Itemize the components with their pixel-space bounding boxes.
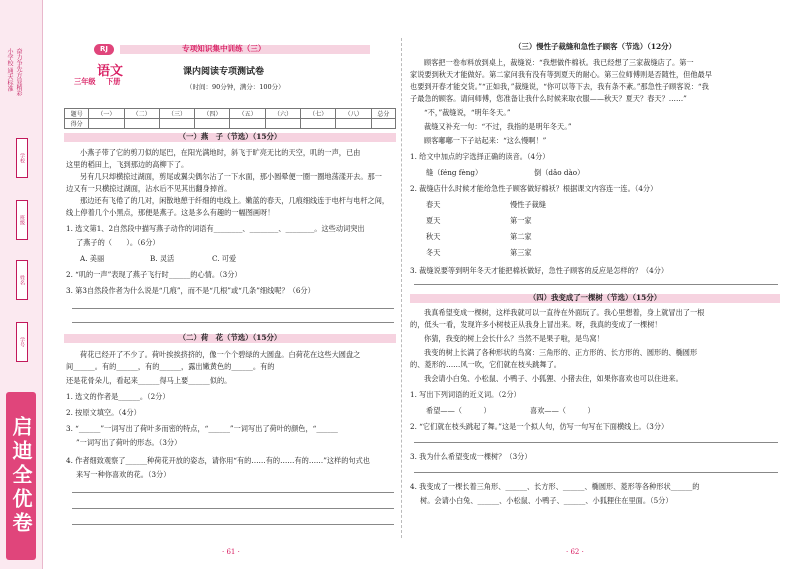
answer-line[interactable] xyxy=(414,442,778,443)
section3-text: 家说要到秋天才能做好。第二家问我有没有等到夏天的耐心。第三位师傅则是否随性，但他最早 xyxy=(410,70,712,79)
score-cell: （五） xyxy=(230,109,265,119)
section3-text: 裁缝又补充一句：“不过，我指的是明年冬天。” xyxy=(424,122,572,131)
section4-question: 树。会请小白兔、______、小松鼠、小鸭子、______、小狐狸住在里面。（5分） xyxy=(420,496,673,505)
score-cell: （三） xyxy=(159,109,194,119)
section1-question: 1. 选文第1、2自然段中描写燕子动作的词语有________、________、________。这些动词突出 xyxy=(66,224,365,233)
section3-text: “不，”裁缝说，“明年冬天。” xyxy=(424,108,511,117)
section1-text: 另有几只却横掠过湖面，剪尾或翼尖偶尔沾了一下水面，那小圆晕便一圈一圈地荡漾开去。那一 xyxy=(80,172,382,181)
section1-title: （一）燕 子（节选）（15分） xyxy=(178,132,282,141)
score-input[interactable] xyxy=(265,119,300,129)
section1-text: 线上停着几个小黑点，那便是燕子。这是多么有趣的一幅图画呀！ xyxy=(66,208,275,217)
score-cell: （八） xyxy=(336,109,371,119)
score-input[interactable] xyxy=(195,119,230,129)
binding-strip xyxy=(0,0,43,569)
match-right-item[interactable]: 第三家 xyxy=(510,248,532,257)
subject-label: 语文 xyxy=(97,64,124,79)
section2-text: 间______。有的______，有的______，露出嫩黄色的______。有的 xyxy=(66,362,275,371)
answer-line[interactable] xyxy=(72,322,394,323)
score-input[interactable] xyxy=(124,119,159,129)
answer-line[interactable] xyxy=(414,284,778,285)
match-right-item[interactable]: 第二家 xyxy=(510,232,532,241)
section3-question: 3. 裁缝说要等到明年冬天才能把棉袄做好，急性子顾客的反应是怎样的？（4分） xyxy=(410,266,669,275)
motto-second: 奋力争先方显精彩 xyxy=(15,48,22,96)
answer-line[interactable] xyxy=(72,492,394,493)
section3-question: 1. 给文中加点的字选择正确的读音。（4分） xyxy=(410,152,550,161)
section4-text: 我会请小白兔、小松鼠、小鸭子、小狐狸、小猪去住，如果你喜欢也可以住进来。 xyxy=(424,374,683,383)
pinyin-option[interactable]: 倒（dǎo dào） xyxy=(534,168,585,177)
field-class[interactable]: 班级 xyxy=(16,200,28,240)
brand-logo: 启迪全优卷 xyxy=(6,392,36,560)
section2-question: 1. 选文的作者是______。（2分） xyxy=(66,392,170,401)
time-info: （时间：90分钟，满分：100分） xyxy=(186,83,285,91)
section2-question: 2. 按原文填空。（4分） xyxy=(66,408,141,417)
section1-question: 3. 第3自然段作者为什么说是“几痕”，而不是“几根”或“几条”细线呢？（6分） xyxy=(66,286,315,295)
section3-text: 顾客把一卷布料放到桌上，裁缝说：“我想做件棉袄。我已经想了三家裁缝店了。第一 xyxy=(424,58,694,67)
score-cell: 总分 xyxy=(371,109,395,119)
section4-question: 4. 我变成了一棵长着三角形、______、长方形、______、椭圆形、菱形等各种形状______的 xyxy=(410,482,700,491)
section1-question: 2. “叽的一声”表现了燕子飞行时______的心情。（3分） xyxy=(66,270,242,279)
option-b[interactable]: B. 灵活 xyxy=(150,254,175,263)
score-input[interactable] xyxy=(159,119,194,129)
section4-title: （四）我变成了一棵树（节选）（15分） xyxy=(528,293,662,302)
section3-question: 2. 裁缝店什么时候才能给急性子顾客做好棉袄？根据课文内容连一连。（4分） xyxy=(410,184,658,193)
score-input[interactable] xyxy=(301,119,336,129)
match-left-item[interactable]: 春天 xyxy=(426,200,441,209)
section4-text: 我变的树上长满了各种形状的鸟窝：三角形的、正方形的、长方形的、圆形的、椭圆形 xyxy=(424,348,698,357)
match-left-item[interactable]: 夏天 xyxy=(426,216,441,225)
section4-text: 我真希望变成一棵树，这样我就可以一直待在外面玩了。我心里想着，身上就冒出了一根 xyxy=(424,308,705,317)
answer-line[interactable] xyxy=(72,524,394,525)
page-number-left: · 61 · xyxy=(222,548,240,556)
answer-line[interactable] xyxy=(414,472,778,473)
grade-label: 三年级 xyxy=(74,77,96,86)
page-number-right: · 62 · xyxy=(566,548,584,556)
section2-text: 还是花骨朵儿，看起来______得马上要______似的。 xyxy=(66,376,232,385)
synonym-item[interactable]: 希望——（ ） xyxy=(426,406,491,415)
term-label: 下册 xyxy=(106,77,121,86)
section4-question: 1. 写出下列词语的近义词。（2分） xyxy=(410,390,521,399)
section3-text: 也要到开春才能交货。”“正如我，”裁缝说，“你可以等下去，我有条不紊。”那急性子顾客说：“我 xyxy=(410,82,709,91)
section2-question: ”一词写出了荷叶的形态。（3分） xyxy=(76,438,182,447)
score-input[interactable] xyxy=(230,119,265,129)
section4-question: 3. 我为什么希望变成一棵树？（3分） xyxy=(410,452,532,461)
section4-text: 的，低头一看，发现许多小树枝正从我身上冒出来。呀，我真的变成了一棵树！ xyxy=(410,320,662,329)
section3-text: 顾客嘟嘟一下子站起来：“这么慢啊！” xyxy=(424,136,547,145)
section4-text: 的、菱形的……风一吹，它们就在枝头跳舞了。 xyxy=(410,360,561,369)
motto-top: 小学校 通天标准 xyxy=(6,48,13,92)
option-a[interactable]: A. 美丽 xyxy=(80,254,105,263)
match-right-item[interactable]: 第一家 xyxy=(510,216,532,225)
score-input[interactable] xyxy=(336,119,371,129)
section1-question: 了燕子的（ ）。（6分） xyxy=(76,238,160,247)
section1-text: 这里的稻田上，飞到那边的高柳下了。 xyxy=(66,160,189,169)
option-c[interactable]: C. 可爱 xyxy=(212,254,237,263)
section2-question: 3. “______”一词写出了荷叶多而密的特点，“______”一词写出了荷叶的颜色，“______ xyxy=(66,424,338,433)
section4-text: 你猜，我变的树上会长什么？当然不是果子啦，是鸟窝！ xyxy=(424,334,604,343)
answer-line[interactable] xyxy=(72,508,394,509)
score-cell: 题号 xyxy=(65,109,89,119)
score-table xyxy=(64,108,396,129)
score-cell: （四） xyxy=(195,109,230,119)
answer-line[interactable] xyxy=(72,308,394,309)
score-input[interactable] xyxy=(371,119,395,129)
field-number[interactable]: 学号 xyxy=(16,322,28,362)
section1-text: 小燕子带了它的剪刀似的尾巴，在阳光满地时，斜飞于旷亮无比的天空，叽的一声，已由 xyxy=(80,148,361,157)
score-cell: （七） xyxy=(301,109,336,119)
section1-text: 那边还有飞倦了的几对，闲散地憩于纤细的电线上。嫩蓝的春天，几痕细线连于电杆与电杆之间， xyxy=(80,196,390,205)
section3-title: （三）慢性子裁缝和急性子顾客（节选）（12分） xyxy=(514,42,676,51)
match-right-item[interactable]: 慢性子裁缝 xyxy=(510,200,546,209)
field-school[interactable]: 学校 xyxy=(16,138,28,178)
synonym-item[interactable]: 喜欢——（ ） xyxy=(530,406,595,415)
score-input[interactable] xyxy=(89,119,124,129)
score-cell: （一） xyxy=(89,109,124,119)
section2-question: 4. 作者细致观察了______种荷花开放的姿态，请你用“有的……有的……有的……”这样的句式也 xyxy=(66,456,370,465)
match-left-item[interactable]: 冬天 xyxy=(426,248,441,257)
field-name[interactable]: 姓名 xyxy=(16,260,28,300)
score-cell: （二） xyxy=(124,109,159,119)
page-title: 课内阅读专项测试卷 xyxy=(183,67,265,77)
banner-title: 专项知识集中训练（三） xyxy=(182,44,266,53)
pinyin-option[interactable]: 缝（féng fèng） xyxy=(426,168,483,177)
section2-title: （二）荷 花（节选）（15分） xyxy=(178,333,282,342)
score-table-score-row xyxy=(65,119,396,129)
section1-text: 边又有一只横掠过湖面，沾水后不见其出翻身掉首。 xyxy=(66,184,232,193)
section2-text: 荷花已经开了不少了。荷叶挨挨挤挤的，像一个个碧绿的大圆盘。白荷花在这些大圆盘之 xyxy=(80,350,361,359)
section2-question: 来写一种你喜欢的花。（3分） xyxy=(76,470,171,479)
page-divider xyxy=(401,38,402,538)
score-cell: 得分 xyxy=(65,119,89,129)
section3-text: 子最急的顾客。请问师傅，您准备让我什么时候来取衣服——秋天？夏天？春天？……” xyxy=(410,94,687,103)
section4-question: 2. “它们就在枝头跳起了舞。”这是一个拟人句，仿写一句写在下面横线上。（3分） xyxy=(410,422,669,431)
match-left-item[interactable]: 秋天 xyxy=(426,232,441,241)
rj-badge: RJ xyxy=(94,44,114,55)
score-cell: （六） xyxy=(265,109,300,119)
score-table-header-row xyxy=(65,109,396,119)
